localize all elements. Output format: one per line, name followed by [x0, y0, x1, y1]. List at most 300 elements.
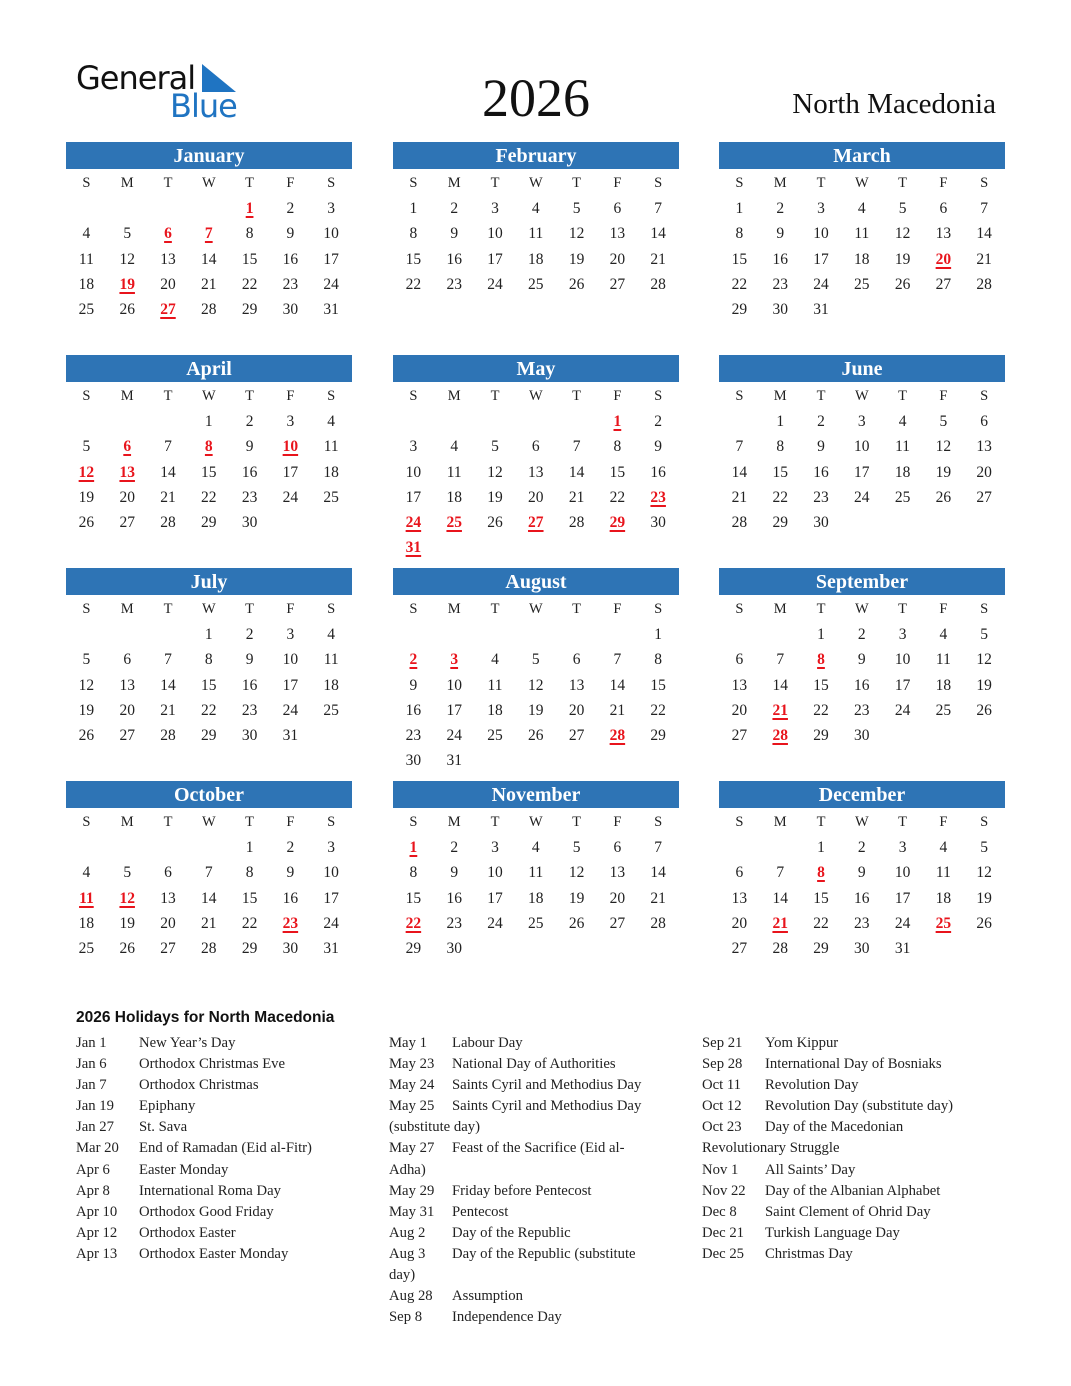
day: 15 — [650, 676, 666, 694]
day: 15 — [731, 250, 748, 268]
day: 22 — [731, 275, 748, 293]
day: 4 — [898, 413, 907, 431]
empty-cell — [107, 409, 148, 434]
day: 23 — [813, 488, 829, 506]
day: 27 — [160, 939, 176, 957]
day: 29 — [731, 300, 748, 318]
day: 11 — [323, 651, 339, 669]
holiday-name: Saint Clement of Ohrid Day — [765, 1203, 931, 1220]
day: 4 — [491, 651, 499, 669]
day: 11 — [895, 438, 911, 456]
day: 17 — [487, 250, 503, 268]
empty-cell — [597, 622, 638, 647]
holiday-entry — [702, 1244, 1002, 1265]
day: 2 — [857, 626, 866, 644]
day: 25 — [935, 701, 952, 719]
holiday-name: Yom Kippur — [765, 1035, 839, 1051]
holiday-date: Oct 11 — [702, 1077, 742, 1094]
day: 30 — [405, 752, 422, 770]
weekday-label: S — [409, 601, 418, 617]
day: 24 — [894, 914, 911, 932]
empty-cell — [475, 409, 516, 434]
empty-cell — [107, 196, 148, 221]
day: 10 — [813, 225, 829, 243]
day: 14 — [568, 463, 585, 481]
holiday-entry — [702, 1033, 1002, 1054]
month-header: March — [719, 142, 1005, 169]
weekday-label: S — [735, 601, 744, 617]
day: 25 — [528, 914, 544, 932]
day: 5 — [123, 864, 132, 882]
weekday-label: T — [816, 175, 826, 191]
holiday-day: 8 — [204, 438, 213, 456]
day: 1 — [817, 626, 825, 644]
weekday-label: M — [773, 814, 787, 830]
holiday-entry — [702, 1117, 1002, 1138]
day: 17 — [446, 701, 462, 719]
day: 19 — [976, 676, 992, 694]
month-november — [393, 781, 679, 961]
month-header: April — [66, 355, 352, 382]
weekday-label: T — [245, 601, 255, 617]
day: 23 — [282, 275, 299, 293]
holiday-date: May 25 — [389, 1098, 435, 1115]
day: 5 — [572, 839, 581, 857]
day: 22 — [609, 488, 626, 506]
holiday-date: Jan 6 — [76, 1056, 107, 1073]
day: 16 — [241, 676, 258, 694]
day: 9 — [857, 651, 866, 669]
day: 15 — [609, 463, 626, 481]
day: 17 — [282, 463, 299, 481]
day: 2 — [857, 839, 866, 857]
holiday-date: Sep 21 — [702, 1035, 743, 1051]
day: 20 — [119, 701, 135, 719]
day: 28 — [650, 275, 666, 293]
empty-cell — [393, 409, 434, 434]
day: 15 — [201, 463, 217, 481]
holiday-day: 22 — [405, 914, 422, 932]
month-day-grid — [719, 597, 1005, 748]
day: 9 — [245, 438, 254, 456]
month-header: February — [393, 142, 679, 169]
day: 1 — [409, 200, 418, 218]
day: 20 — [609, 889, 626, 907]
weekday-label: T — [245, 388, 255, 404]
holiday-date: Nov 1 — [702, 1161, 739, 1178]
empty-cell — [188, 835, 229, 860]
day: 15 — [405, 889, 422, 907]
day: 28 — [976, 275, 992, 293]
day: 21 — [650, 889, 666, 907]
day: 18 — [323, 676, 339, 694]
weekday-label: W — [854, 175, 869, 191]
month-header: July — [66, 568, 352, 595]
holiday-day: 3 — [450, 651, 459, 669]
holiday-entry — [389, 1138, 689, 1159]
day: 18 — [446, 488, 462, 506]
month-header: November — [393, 781, 679, 808]
day: 19 — [78, 488, 95, 506]
day: 25 — [323, 701, 339, 719]
day: 15 — [405, 250, 422, 268]
weekday-label: W — [528, 601, 543, 617]
holiday-name: Feast of the Sacrifice (Eid al- — [452, 1140, 625, 1157]
month-october — [66, 781, 352, 961]
holiday-name-continued: Adha) — [389, 1161, 426, 1178]
day: 11 — [487, 676, 503, 694]
day: 21 — [976, 250, 992, 268]
month-header: June — [719, 355, 1005, 382]
month-june — [719, 355, 1005, 535]
weekday-label: S — [409, 388, 418, 404]
holiday-date: Oct 23 — [702, 1119, 742, 1136]
day: 5 — [980, 626, 989, 644]
holiday-entry — [389, 1286, 689, 1307]
holiday-entry — [702, 1160, 1002, 1181]
holiday-column — [702, 1033, 1002, 1265]
day: 18 — [78, 914, 95, 932]
day: 13 — [609, 864, 626, 882]
holiday-name: All Saints’ Day — [765, 1161, 856, 1178]
day: 19 — [78, 701, 95, 719]
weekday-label: M — [447, 388, 461, 404]
day: 13 — [160, 889, 176, 907]
holiday-name: Easter Monday — [139, 1161, 229, 1178]
day: 30 — [772, 300, 788, 318]
empty-cell — [107, 835, 148, 860]
weekday-label: S — [327, 175, 336, 191]
day: 15 — [813, 889, 829, 907]
weekday-label: W — [854, 388, 869, 404]
day: 19 — [935, 463, 952, 481]
holiday-name: Orthodox Christmas — [139, 1077, 259, 1094]
day: 14 — [772, 889, 788, 907]
day: 28 — [201, 939, 217, 957]
month-september — [719, 568, 1005, 748]
day: 8 — [735, 225, 744, 243]
day: 26 — [568, 275, 585, 293]
month-day-grid — [719, 810, 1005, 961]
holiday-name: Revolution Day — [765, 1077, 859, 1094]
holiday-date: Apr 12 — [76, 1224, 118, 1241]
day: 6 — [572, 651, 581, 669]
day: 4 — [82, 864, 91, 882]
weekday-label: F — [613, 388, 622, 404]
day: 20 — [976, 463, 992, 481]
day: 25 — [854, 275, 870, 293]
day: 5 — [898, 200, 907, 218]
holiday-entry — [389, 1075, 689, 1096]
weekday-label: M — [447, 814, 461, 830]
holiday-entry — [76, 1244, 376, 1265]
day: 7 — [613, 651, 622, 669]
day: 1 — [776, 413, 785, 431]
day: 11 — [935, 864, 951, 882]
holiday-date: Aug 28 — [389, 1288, 433, 1305]
day: 11 — [854, 225, 870, 243]
day: 20 — [731, 701, 748, 719]
day: 2 — [245, 413, 254, 431]
weekday-label: S — [327, 601, 336, 617]
holiday-name: Orthodox Good Friday — [139, 1203, 274, 1220]
day: 19 — [487, 488, 503, 506]
month-february — [393, 142, 679, 297]
day: 14 — [201, 889, 217, 907]
day: 20 — [160, 275, 176, 293]
empty-cell — [515, 409, 556, 434]
weekday-label: S — [409, 175, 418, 191]
day: 27 — [609, 914, 626, 932]
holiday-date: May 23 — [389, 1056, 435, 1073]
day: 28 — [201, 300, 217, 318]
weekday-label: F — [286, 601, 295, 617]
day: 11 — [935, 651, 951, 669]
day: 19 — [528, 701, 544, 719]
day: 24 — [487, 914, 503, 932]
holiday-day: 28 — [609, 726, 626, 744]
month-day-grid — [66, 810, 352, 961]
day: 10 — [323, 864, 339, 882]
holiday-date: May 31 — [389, 1203, 435, 1220]
empty-cell — [66, 409, 107, 434]
day: 24 — [813, 275, 829, 293]
holiday-day: 27 — [160, 300, 176, 318]
day: 13 — [609, 225, 626, 243]
day: 14 — [650, 864, 666, 882]
holiday-name: Day of the Republic (substitute — [452, 1245, 636, 1262]
weekday-label: S — [82, 175, 91, 191]
empty-cell — [148, 409, 189, 434]
month-header: August — [393, 568, 679, 595]
day: 4 — [531, 839, 540, 857]
holiday-entry — [702, 1202, 1002, 1223]
holiday-date: Sep 28 — [702, 1056, 743, 1073]
holiday-day: 6 — [123, 438, 132, 456]
weekday-label: F — [613, 175, 622, 191]
day: 27 — [568, 726, 585, 744]
month-april — [66, 355, 352, 535]
day: 31 — [323, 300, 339, 318]
day: 15 — [241, 889, 258, 907]
empty-cell — [719, 622, 760, 647]
holiday-name: Friday before Pentecost — [452, 1182, 592, 1199]
empty-cell — [188, 196, 229, 221]
weekday-label: T — [490, 175, 500, 191]
day: 3 — [898, 839, 907, 857]
day: 25 — [894, 488, 911, 506]
holiday-name: Day of the Republic — [452, 1224, 571, 1241]
day: 20 — [568, 701, 585, 719]
logo-text-blue: Blue — [170, 87, 237, 125]
weekday-label: T — [816, 814, 826, 830]
holiday-day: 7 — [204, 225, 213, 243]
day: 10 — [487, 864, 503, 882]
empty-cell — [148, 622, 189, 647]
day: 12 — [119, 250, 135, 268]
day: 19 — [976, 889, 992, 907]
month-day-grid — [66, 384, 352, 535]
day: 16 — [854, 889, 870, 907]
holiday-entry — [702, 1054, 1002, 1075]
day: 12 — [487, 463, 503, 481]
day: 8 — [245, 864, 254, 882]
empty-cell — [760, 835, 801, 860]
weekday-label: T — [163, 175, 173, 191]
day: 22 — [241, 275, 258, 293]
day: 8 — [776, 438, 785, 456]
day: 11 — [323, 438, 339, 456]
day: 16 — [282, 250, 299, 268]
day: 22 — [241, 914, 258, 932]
empty-cell — [393, 622, 434, 647]
weekday-label: T — [572, 175, 582, 191]
weekday-label: W — [201, 388, 216, 404]
holiday-date: Jan 1 — [76, 1035, 107, 1051]
weekday-label: S — [980, 814, 989, 830]
day: 10 — [323, 225, 339, 243]
day: 20 — [119, 488, 135, 506]
weekday-label: W — [528, 814, 543, 830]
weekday-label: T — [163, 814, 173, 830]
holiday-name: Orthodox Easter — [139, 1224, 236, 1241]
holiday-name: International Roma Day — [139, 1182, 281, 1199]
weekday-label: M — [447, 601, 461, 617]
empty-cell — [719, 835, 760, 860]
day: 15 — [201, 676, 217, 694]
day: 26 — [976, 701, 992, 719]
day: 30 — [241, 513, 258, 531]
month-day-grid — [393, 171, 679, 297]
holiday-day: 8 — [817, 651, 825, 669]
holiday-day: 19 — [119, 275, 135, 293]
day: 4 — [327, 626, 336, 644]
weekday-label: T — [898, 388, 908, 404]
empty-cell — [66, 835, 107, 860]
weekday-label: W — [528, 175, 543, 191]
day: 12 — [568, 225, 585, 243]
day: 11 — [528, 225, 544, 243]
day: 7 — [572, 438, 581, 456]
holiday-date: Jan 19 — [76, 1098, 114, 1115]
day: 11 — [78, 250, 94, 268]
day: 26 — [119, 300, 135, 318]
day: 26 — [568, 914, 585, 932]
day: 21 — [160, 488, 176, 506]
day: 25 — [323, 488, 339, 506]
weekday-label: T — [490, 814, 500, 830]
day: 23 — [241, 488, 258, 506]
holiday-date: Aug 3 — [389, 1245, 426, 1262]
weekday-label: F — [613, 601, 622, 617]
day: 7 — [980, 200, 989, 218]
holiday-entry — [76, 1202, 376, 1223]
month-day-grid — [393, 597, 679, 773]
holiday-name: Saints Cyril and Methodius Day — [452, 1098, 642, 1115]
weekday-label: T — [490, 388, 500, 404]
calendar-year: 2026 — [482, 68, 590, 128]
empty-cell — [148, 196, 189, 221]
day: 9 — [450, 225, 459, 243]
day: 16 — [446, 250, 462, 268]
holiday-date: Jan 7 — [76, 1077, 107, 1094]
weekday-label: T — [245, 814, 255, 830]
holiday-entry — [389, 1223, 689, 1244]
day: 9 — [245, 651, 254, 669]
holiday-date: Apr 13 — [76, 1245, 118, 1262]
weekday-label: S — [327, 814, 336, 830]
weekday-label: T — [490, 601, 500, 617]
holidays-title: 2026 Holidays for North Macedonia — [76, 1009, 335, 1026]
holiday-name: Orthodox Christmas Eve — [139, 1056, 286, 1073]
day: 14 — [650, 225, 666, 243]
day: 5 — [82, 438, 91, 456]
day: 20 — [528, 488, 544, 506]
day: 12 — [935, 438, 952, 456]
weekday-label: T — [898, 601, 908, 617]
day: 13 — [976, 438, 992, 456]
holiday-date: Mar 20 — [76, 1140, 119, 1157]
holiday-entry — [389, 1096, 689, 1117]
holiday-name: Revolution Day (substitute day) — [765, 1098, 954, 1115]
day: 30 — [282, 939, 299, 957]
holiday-entry — [76, 1138, 376, 1159]
holiday-date: Dec 8 — [702, 1203, 737, 1220]
day: 29 — [405, 939, 422, 957]
day: 1 — [654, 626, 663, 644]
day: 26 — [78, 513, 95, 531]
holiday-entry — [76, 1160, 376, 1181]
month-march — [719, 142, 1005, 322]
day: 18 — [528, 250, 544, 268]
day: 3 — [286, 413, 295, 431]
day: 31 — [323, 939, 339, 957]
day: 12 — [894, 225, 911, 243]
day: 5 — [980, 839, 989, 857]
day: 6 — [613, 839, 622, 857]
holiday-date: Dec 25 — [702, 1245, 745, 1262]
holiday-day: 27 — [528, 513, 544, 531]
day: 3 — [409, 438, 418, 456]
month-day-grid — [393, 810, 679, 961]
generalblue-logo — [76, 60, 246, 130]
empty-cell — [434, 622, 475, 647]
day: 17 — [282, 676, 299, 694]
day: 30 — [650, 513, 666, 531]
day: 9 — [286, 225, 295, 243]
day: 24 — [894, 701, 911, 719]
day: 29 — [650, 726, 666, 744]
day: 24 — [323, 275, 339, 293]
day: 12 — [976, 651, 992, 669]
holiday-day: 1 — [613, 413, 622, 431]
holiday-entry — [76, 1117, 376, 1138]
day: 20 — [731, 914, 748, 932]
month-day-grid — [66, 171, 352, 322]
day: 13 — [935, 225, 952, 243]
holiday-entry — [76, 1054, 376, 1075]
day: 8 — [409, 864, 418, 882]
day: 28 — [160, 726, 176, 744]
holiday-date: Apr 10 — [76, 1203, 118, 1220]
day: 4 — [450, 438, 459, 456]
day: 27 — [609, 275, 626, 293]
day: 7 — [164, 438, 172, 456]
empty-cell — [107, 622, 148, 647]
day: 6 — [613, 200, 622, 218]
day: 4 — [82, 225, 91, 243]
day: 26 — [528, 726, 544, 744]
